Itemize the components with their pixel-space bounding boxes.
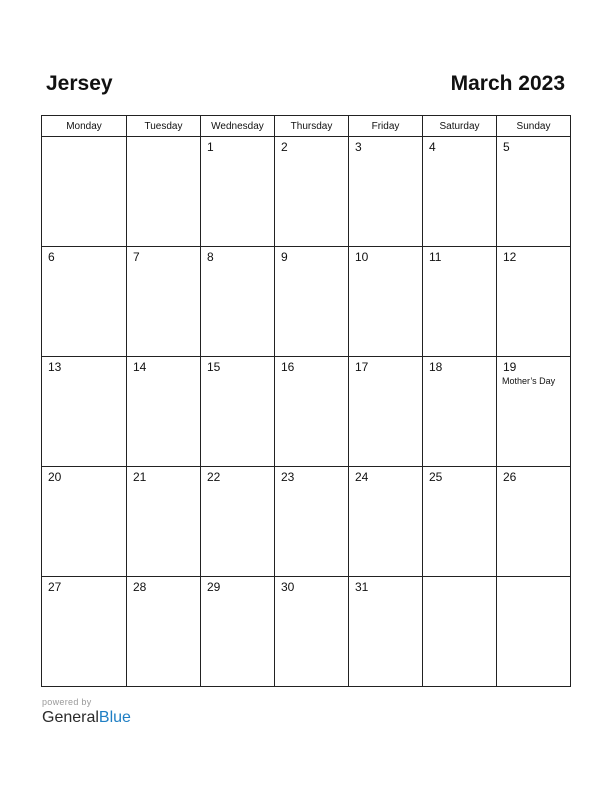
day-number: 9 [281,250,288,264]
day-number: 3 [355,140,362,154]
powered-by-text: powered by [42,697,92,707]
day-number: 15 [207,360,221,374]
day-cell [349,357,423,467]
day-number: 12 [503,250,517,264]
day-number: 11 [429,250,442,264]
day-cell [42,357,127,467]
day-number: 31 [355,580,369,594]
day-number: 17 [355,360,369,374]
day-cell [423,247,497,357]
day-number: 26 [503,470,517,484]
day-number: 22 [207,470,221,484]
day-cell [127,137,201,247]
day-cell [201,577,275,687]
calendar-header [41,70,571,100]
weekday-label: Friday [349,116,423,137]
day-cell [127,247,201,357]
holiday-label: Mother’s Day [502,376,556,386]
week-row [42,577,571,687]
day-number: 19 [503,360,517,374]
day-cell [42,467,127,577]
day-cell [349,577,423,687]
week-row [42,137,571,247]
brand-general: General [42,709,99,726]
day-cell [349,247,423,357]
day-cell [201,247,275,357]
day-cell [349,137,423,247]
week-row [42,357,571,467]
day-cell [423,577,497,687]
weekday-label: Monday [42,116,127,137]
week-row [42,467,571,577]
day-cell [497,467,571,577]
day-number: 13 [48,360,62,374]
day-cell [127,577,201,687]
day-number [42,137,126,141]
day-cell [127,357,201,467]
day-number: 24 [355,470,369,484]
day-number: 28 [133,580,147,594]
day-cell [423,467,497,577]
day-cell [497,357,571,467]
brand-logo [42,708,131,728]
day-cell [497,577,571,687]
day-cell [423,137,497,247]
day-number [127,137,200,141]
day-number: 6 [48,250,55,264]
day-number: 7 [133,250,140,264]
day-cell [497,247,571,357]
weekday-label: Sunday [497,116,571,137]
day-number: 10 [355,250,369,264]
day-number: 29 [207,580,221,594]
day-cell [201,137,275,247]
day-number: 25 [429,470,443,484]
day-cell [275,467,349,577]
day-cell [275,357,349,467]
calendar-grid [41,115,571,687]
day-number: 20 [48,470,62,484]
brand-blue: Blue [98,709,131,726]
day-cell [497,137,571,247]
day-cell [275,137,349,247]
day-number: 30 [281,580,295,594]
day-cell [42,137,127,247]
day-number: 27 [48,580,62,594]
day-cell [127,467,201,577]
day-cell [275,247,349,357]
day-number: 21 [133,470,147,484]
day-cell [201,357,275,467]
day-cell [201,467,275,577]
footer [42,697,131,728]
day-number: 5 [503,140,510,154]
day-cell [42,577,127,687]
day-cell [349,467,423,577]
weekday-label: Tuesday [127,116,201,137]
day-number: 16 [281,360,295,374]
week-row [42,247,571,357]
day-number [497,577,570,581]
day-cell [42,247,127,357]
day-number: 14 [133,360,147,374]
day-number: 23 [281,470,295,484]
day-number [423,577,496,581]
day-number: 2 [281,140,288,154]
weekday-header-row [42,116,571,137]
day-number: 1 [207,140,214,154]
weekday-label: Wednesday [201,116,275,137]
weekday-label: Thursday [275,116,349,137]
day-number: 4 [429,140,436,154]
weekday-label: Saturday [423,116,497,137]
day-number: 18 [429,360,443,374]
day-cell [423,357,497,467]
day-number: 8 [207,250,214,264]
day-cell [275,577,349,687]
region-title: Jersey [46,72,113,95]
month-title: March 2023 [450,72,565,95]
